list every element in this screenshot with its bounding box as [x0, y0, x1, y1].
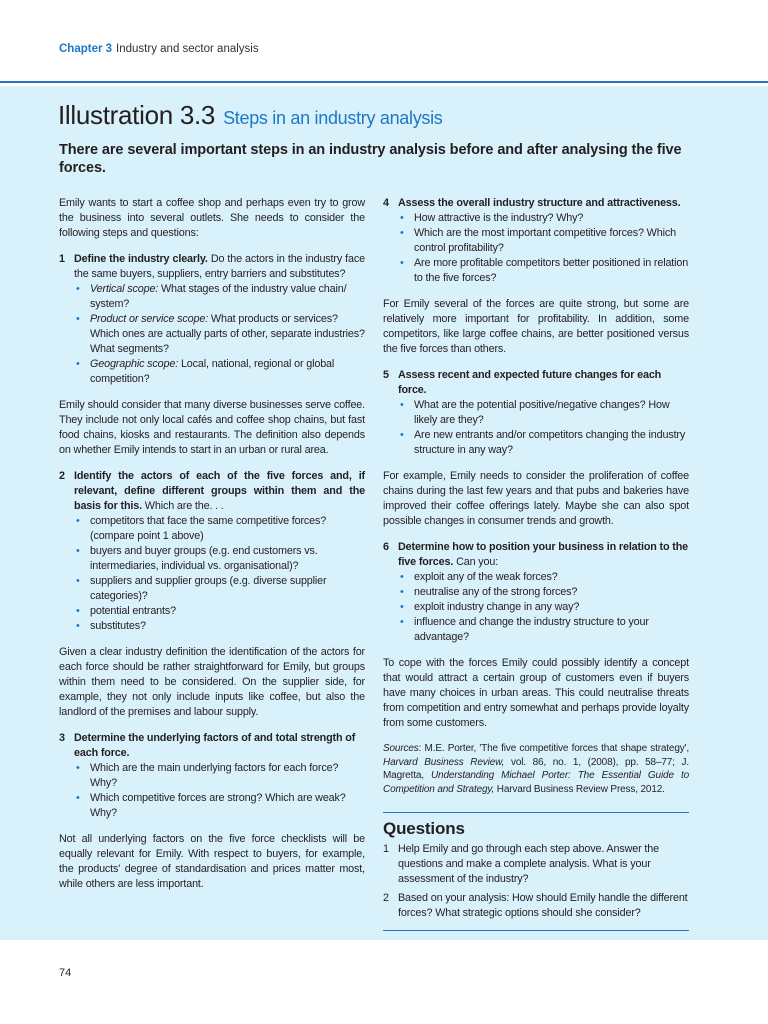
step-6 — [383, 540, 689, 645]
sources-label: Sources — [383, 743, 419, 754]
step-number: 2 — [59, 470, 65, 482]
step-2 — [59, 469, 365, 634]
sources-text: vol. 86, no. 1, (2008), pp. 58–77; J. Magretta, — [383, 756, 689, 781]
paragraph: For Emily several of the forces are quite strong, but some are relatively more important for profitability. In addition, some competitors, like large coffee chains, are better positioned versus the five forces than others. — [383, 298, 689, 355]
list-item: • potential entrants? — [74, 604, 365, 619]
list-item: • Are more profitable competitors better positioned in relation to the five forces? — [398, 256, 689, 286]
header-rule — [0, 81, 768, 83]
list-item: • exploit any of the weak forces? — [398, 570, 689, 585]
step-number: 6 — [383, 541, 389, 553]
list-item — [74, 312, 365, 357]
step-bullets — [398, 211, 689, 286]
list-item: • What are the potential positive/negative changes? How likely are they? — [398, 398, 689, 428]
paragraph: For example, Emily needs to consider the proliferation of coffee chains during the last few years and that pubs and bakeries have improved their coffee offerings lately. Maybe she can also spot possible changes in consumer trends and growth. — [383, 470, 689, 527]
right-column — [383, 196, 689, 931]
bullet-text: What products or services? Which ones are actually parts of other, separate industries? What segments? — [90, 313, 365, 355]
step-number: 1 — [59, 253, 65, 265]
step-heading: Assess the overall industry structure and attractiveness. — [398, 197, 681, 209]
bullet-term: Geographic scope: — [90, 358, 179, 370]
list-item: • Which competitive forces are strong? Which are weak? Why? — [74, 791, 365, 821]
list-item: • substitutes? — [74, 619, 365, 634]
list-item: • Which are the most important competitive forces? Which control profitability? — [398, 226, 689, 256]
page-number: 74 — [59, 967, 72, 979]
paragraph: To cope with the forces Emily could possibly identify a concept that would attract a certain group of customers even if buyers have many choices in urban areas. This could neutralise threats from competition and entry somewhat and perhaps provide loyalty from some customers. — [383, 657, 689, 729]
step-text: Do the actors in the industry face the same buyers, suppliers, entry barriers and substitutes? — [74, 253, 365, 280]
bullet-term: Vertical scope: — [90, 283, 159, 295]
question-number: 1 — [383, 843, 389, 855]
step-4 — [383, 196, 689, 286]
list-item: • buyers and buyer groups (e.g. end customers vs. intermediaries, individual vs. organisational)? — [74, 544, 365, 574]
chapter-label: Chapter 3 — [59, 43, 113, 55]
step-heading: Assess recent and expected future changes for each force. — [398, 369, 662, 396]
paragraph: Emily should consider that many diverse businesses serve coffee. They include not only local cafés and coffee shop chains, but fast food chains, kiosks and restaurants. The definition also depends on whether Emily intends to start in an urban or rural area. — [59, 399, 365, 456]
step-heading: Determine how to position your business in relation to the five forces. — [398, 541, 689, 568]
step-bullets — [398, 570, 689, 645]
step-text: Which are the. . . — [141, 500, 224, 512]
question-number: 2 — [383, 892, 389, 904]
paragraph: Given a clear industry definition the identification of the actors for each force should be rather straightforward for Emily, but groups within them need to be considered. On the supplier side, for example, they not only include inputs like coffee, but also the landlord of the premises and labour supply. — [59, 646, 365, 718]
step-number: 3 — [59, 732, 65, 744]
step-bullets — [74, 514, 365, 634]
list-item: • exploit industry change in any way? — [398, 600, 689, 615]
chapter-title: Industry and sector analysis — [116, 43, 259, 55]
paragraph: Not all underlying factors on the five force checklists will be equally relevant for Emily. With respect to buyers, for example, the products' degree of standardisation and prices matter most, while others are less important. — [59, 833, 365, 890]
list-item: • suppliers and supplier groups (e.g. diverse supplier categories)? — [74, 574, 365, 604]
list-item: • Which are the main underlying factors for each force? Why? — [74, 761, 365, 791]
step-heading: Identify the actors of each of the five forces and, if relevant, define different groups within them and the basis for this. — [74, 470, 365, 512]
questions-top-rule — [383, 812, 689, 813]
sources-journal: Harvard Business Review, — [383, 756, 505, 768]
step-1 — [59, 252, 365, 387]
illustration-title — [58, 100, 443, 131]
bullet-text: Local, national, regional or global competition? — [90, 358, 335, 385]
list-item: • How attractive is the industry? Why? — [398, 211, 689, 226]
step-3 — [59, 731, 365, 821]
illustration-label: Illustration 3.3 — [58, 100, 216, 130]
list-item: • competitors that face the same competitive forces? (compare point 1 above) — [74, 514, 365, 544]
question-text: Based on your analysis: How should Emily handle the different forces? What strategic options should she consider? — [398, 892, 688, 919]
question-item — [383, 842, 689, 887]
sources-text: Harvard Business Review Press, 2012. — [494, 783, 665, 795]
left-column — [59, 196, 365, 903]
step-number: 5 — [383, 369, 389, 381]
sources-note — [383, 742, 689, 796]
intro-paragraph: Emily wants to start a coffee shop and perhaps even try to grow the business into several outlets. She needs to consider the following steps and questions: — [59, 197, 365, 239]
step-heading: Define the industry clearly. — [74, 253, 208, 265]
step-bullets — [398, 398, 689, 458]
step-5 — [383, 368, 689, 458]
step-text: Can you: — [453, 556, 499, 568]
running-header — [59, 43, 259, 55]
step-bullets — [74, 282, 365, 387]
bullet-term: Product or service scope: — [90, 313, 209, 325]
question-text: Help Emily and go through each step above. Answer the questions and make a complete analysis. What is your assessment of the industry? — [398, 843, 659, 885]
step-bullets — [74, 761, 365, 821]
sources-book: Understanding Michael Porter: The Essential Guide to Competition and Strategy, — [383, 770, 689, 795]
list-item — [74, 282, 365, 312]
questions-bottom-rule — [383, 930, 689, 931]
illustration-lede: There are several important steps in an industry analysis before and after analysing the five forces. — [59, 142, 682, 176]
questions-heading: Questions — [383, 819, 465, 838]
list-item: • Are new entrants and/or competitors changing the industry structure in any way? — [398, 428, 689, 458]
question-item — [383, 891, 689, 921]
list-item — [74, 357, 365, 387]
step-number: 4 — [383, 197, 389, 209]
sources-text: : M.E. Porter, 'The five competitive forces that shape strategy', — [418, 743, 689, 754]
list-item: • neutralise any of the strong forces? — [398, 585, 689, 600]
illustration-subtitle: Steps in an industry analysis — [223, 108, 443, 128]
step-heading: Determine the underlying factors of and total strength of each force. — [74, 732, 356, 759]
bullet-text: What stages of the industry value chain/ system? — [90, 283, 347, 310]
list-item: • influence and change the industry structure to your advantage? — [398, 615, 689, 645]
